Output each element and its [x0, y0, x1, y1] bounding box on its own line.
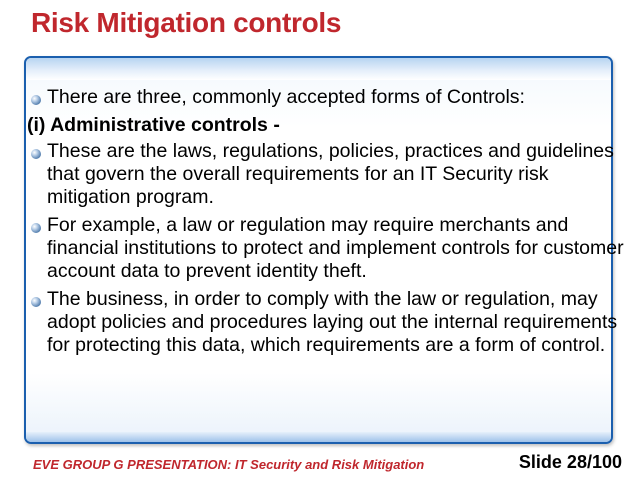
bullet-line: adopt policies and procedures laying out the internal requirements	[47, 311, 618, 333]
bullet-item	[30, 140, 620, 209]
bullet-item	[30, 288, 620, 357]
section-heading	[27, 114, 620, 137]
bullet-line: financial institutions to protect and implement controls for customer	[47, 237, 624, 259]
bullet-line: that govern the overall requirements for an IT Security risk	[47, 163, 549, 185]
bullet-line: for protecting this data, which requirements are a form of control.	[47, 334, 606, 356]
bullet-item	[30, 86, 620, 109]
panel-bottom-highlight	[26, 432, 611, 442]
panel-top-highlight	[26, 58, 611, 80]
bullet-line: account data to prevent identity theft.	[47, 260, 367, 282]
footer-slide-number: Slide 28/100	[518, 452, 622, 472]
slide-content	[27, 86, 624, 357]
bullet-item	[30, 214, 624, 283]
bullet-dot-icon	[31, 223, 41, 233]
bullet-text: There are three, commonly accepted forms of Controls:	[47, 86, 525, 108]
footer-presentation-title: EVE GROUP G PRESENTATION: IT Security and Risk Mitigation	[33, 457, 425, 472]
section-heading-text: (i) Administrative controls	[27, 114, 268, 136]
bullet-dot-icon	[31, 149, 41, 159]
bullet-line: For example, a law or regulation may require merchants and	[47, 214, 569, 236]
bullet-dot-icon	[31, 95, 41, 105]
bullet-line: These are the laws, regulations, policies, practices and guidelines	[47, 140, 614, 162]
slide-title: Risk Mitigation controls	[31, 7, 342, 38]
section-heading-suffix: -	[267, 114, 280, 136]
bullet-line: The business, in order to comply with the law or regulation, may	[47, 288, 598, 310]
bullet-line: mitigation program.	[47, 186, 214, 208]
bullet-dot-icon	[31, 297, 41, 307]
